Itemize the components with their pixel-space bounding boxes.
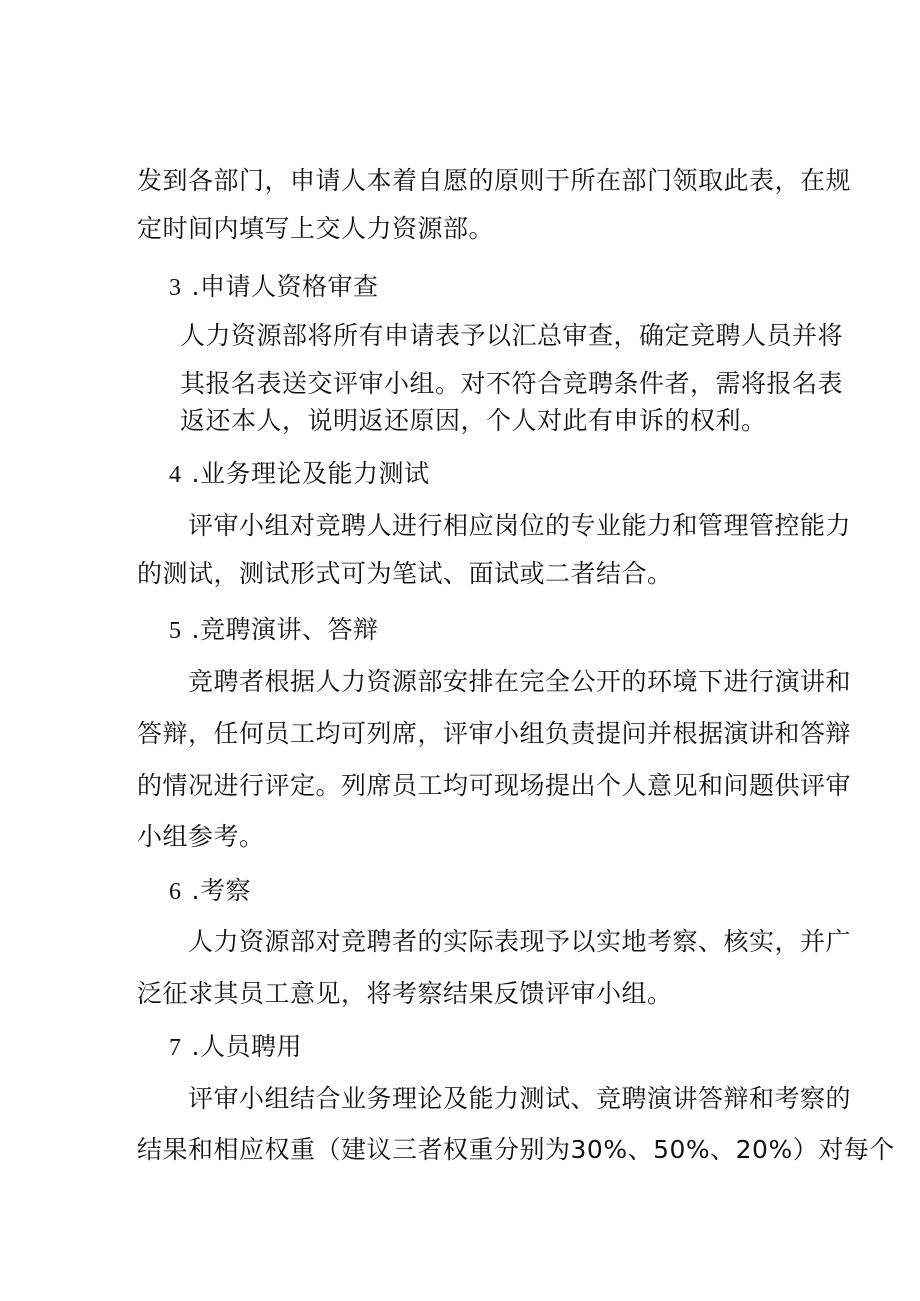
section-5-line-3: 的情况进行评定。列席员工均可现场提出个人意见和问题供评审 [137, 771, 852, 800]
section-number: 3 [169, 275, 182, 301]
section-title: .人员聘用 [191, 1032, 302, 1061]
section-5-line-4: 小组参考。 [137, 822, 265, 851]
section-3-heading [169, 270, 378, 305]
section-4-line-1: 评审小组对竞聘人进行相应岗位的专业能力和管理管控能力 [188, 511, 852, 540]
section-title: .竞聘演讲、答辩 [191, 615, 379, 644]
section-title: .申请人资格审查 [191, 272, 379, 301]
section-5-line-2: 答辩，任何员工均可列席，评审小组负责提问并根据演讲和答辩 [137, 719, 852, 748]
section-5-line-1: 竞聘者根据人力资源部安排在完全公开的环境下进行演讲和 [188, 667, 852, 696]
section-number: 7 [169, 1035, 182, 1061]
section-number: 4 [169, 462, 182, 488]
section-4-heading [169, 457, 429, 492]
section-6-heading [169, 874, 251, 909]
section-7-heading [169, 1030, 302, 1065]
section-number: 5 [169, 618, 182, 644]
section-6-line-2: 泛征求其员工意见，将考察结果反馈评审小组。 [137, 979, 673, 1008]
section-5-heading [169, 613, 378, 648]
section-title: .考察 [191, 876, 251, 905]
intro-line-1: 发到各部门，申请人本着自愿的原则于所在部门领取此表，在规 [137, 166, 852, 195]
section-7-line-1: 评审小组结合业务理论及能力测试、竞聘演讲答辩和考察的 [188, 1084, 852, 1113]
section-3-line-3: 返还本人，说明返还原因，个人对此有申诉的权利。 [180, 406, 767, 435]
section-3-line-1: 人力资源部将所有申请表予以汇总审查，确定竞聘人员并将 [180, 321, 844, 350]
section-4-line-2: 的测试，测试形式可为笔试、面试或二者结合。 [137, 559, 673, 588]
section-3-line-2: 其报名表送交评审小组。对不符合竞聘条件者，需将报名表 [180, 369, 844, 398]
section-number: 6 [169, 879, 182, 905]
section-7-line-2: 结果和相应权重（建议三者权重分别为30%、50%、20%）对每个 [137, 1135, 895, 1164]
section-title: .业务理论及能力测试 [191, 459, 430, 488]
intro-line-2: 定时间内填写上交人力资源部。 [137, 214, 495, 243]
section-6-line-1: 人力资源部对竞聘者的实际表现予以实地考察、核实，并广 [188, 927, 852, 956]
